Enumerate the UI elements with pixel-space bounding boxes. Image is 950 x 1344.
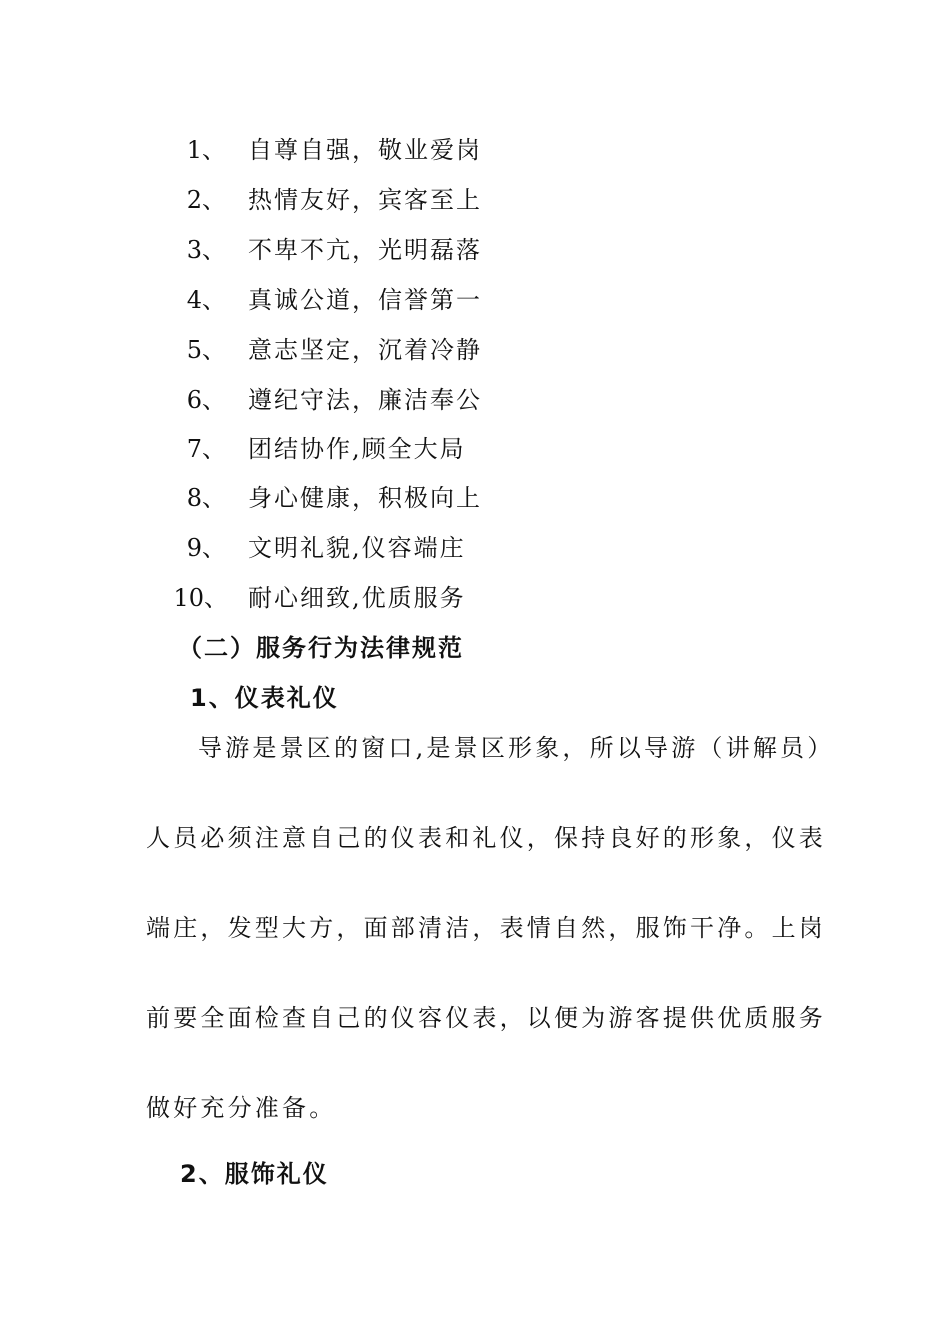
list-item-number: 7、 <box>186 435 226 463</box>
list-item-text: 意志坚定，沉着冷静 <box>248 336 482 364</box>
section-heading: （二）服务行为法律规范 <box>178 634 464 662</box>
list-item-number: 9、 <box>186 534 226 562</box>
list-item-text: 不卑不亢，光明磊落 <box>248 236 482 264</box>
paragraph-line: 导游是景区的窗口,是景区形象，所以导游（讲解员） <box>198 734 835 762</box>
paragraph-line: 做好充分准备。 <box>146 1094 337 1122</box>
list-item-text: 热情友好，宾客至上 <box>248 186 482 214</box>
list-item-text: 真诚公道，信誉第一 <box>248 286 482 314</box>
paragraph-line: 人员必须注意自己的仪表和礼仪，保持良好的形象，仪表 <box>146 824 826 852</box>
list-item-number: 10、 <box>173 584 228 612</box>
list-item-number: 2、 <box>186 186 226 214</box>
list-item-text: 自尊自强，敬业爱岗 <box>248 136 482 164</box>
paragraph-line: 前要全面检查自己的仪容仪表，以便为游客提供优质服务 <box>146 1004 826 1032</box>
list-item-text: 遵纪守法，廉洁奉公 <box>248 386 482 414</box>
list-item-text: 团结协作,顾全大局 <box>248 435 466 463</box>
paragraph-line: 端庄，发型大方，面部清洁，表情自然，服饰干净。上岗 <box>146 914 826 942</box>
list-item-text: 文明礼貌,仪容端庄 <box>248 534 466 562</box>
list-item-number: 4、 <box>186 286 226 314</box>
list-item-text: 身心健康，积极向上 <box>248 484 482 512</box>
list-item-number: 3、 <box>186 236 226 264</box>
list-item-number: 6、 <box>186 386 226 414</box>
list-item-number: 5、 <box>186 336 226 364</box>
subheading-appearance-etiquette: 1、仪表礼仪 <box>190 684 339 712</box>
list-item-number: 8、 <box>186 484 226 512</box>
list-item-number: 1、 <box>186 136 226 164</box>
list-item-text: 耐心细致,优质服务 <box>248 584 466 612</box>
subheading-dress-etiquette: 2、服饰礼仪 <box>180 1160 329 1188</box>
